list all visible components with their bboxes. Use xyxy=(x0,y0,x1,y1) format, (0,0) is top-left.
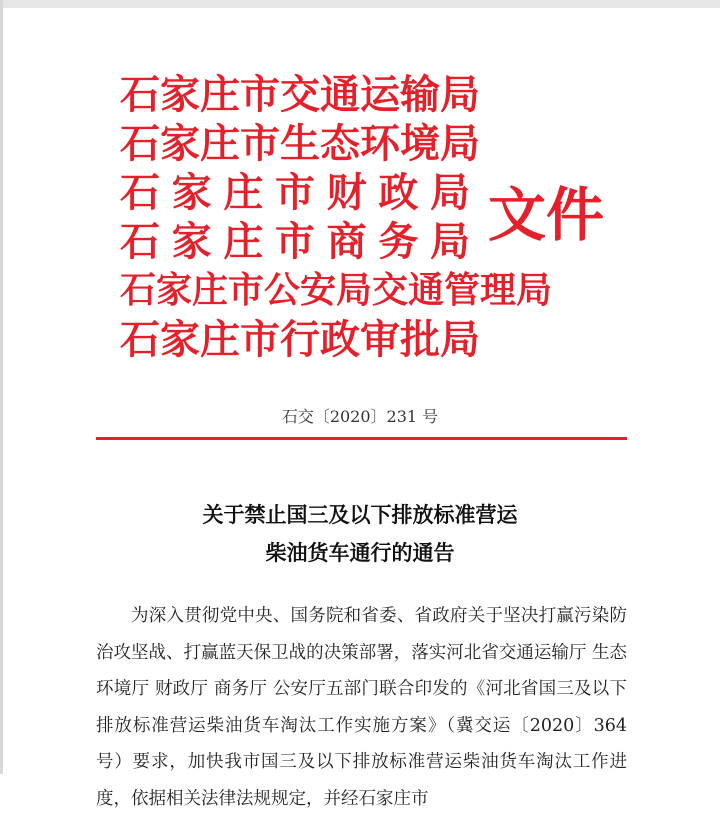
issuer-transport-bureau: 石家庄市交通运输局 xyxy=(120,71,480,118)
notice-title-line-1: 关于禁止国三及以下排放标准营运 xyxy=(202,503,518,527)
issuer-ecology-bureau: 石家庄市生态环境局 xyxy=(120,120,480,167)
notice-title xyxy=(0,496,720,572)
notice-body-paragraph: 为深入贯彻党中央、国务院和省委、省政府关于坚决打赢污染防治攻坚战、打赢蓝天保卫战的决策部署，落实河北省交通运输厅 生态环境厅 财政厅 商务厅 公安厅五部门联合印发的《河北省国三及以下排放标准营运柴油货车淘汰工作实施方案》（冀交运〔2020〕364 号）要求，加快我市国三及以下排放标准营运柴油货车淘汰工作进度，依据相关法律法规规定，并经石家庄市 xyxy=(96,606,627,809)
top-border xyxy=(0,0,720,8)
issuer-finance-bureau: 石家庄市财政局 xyxy=(120,169,470,216)
issuer-commerce-bureau: 石家庄市商务局 xyxy=(120,218,470,265)
document-header-suffix: 文件 xyxy=(488,181,605,249)
issuer-traffic-police-bureau: 石家庄市公安局交通管理局 xyxy=(120,269,553,311)
left-page-edge xyxy=(0,0,3,774)
document-number: 石交〔2020〕231 号 xyxy=(281,407,439,426)
notice-title-line-2: 柴油货车通行的通告 xyxy=(265,541,455,565)
issuer-administrative-approval-bureau: 石家庄市行政审批局 xyxy=(120,316,480,363)
red-divider-line xyxy=(96,437,627,440)
